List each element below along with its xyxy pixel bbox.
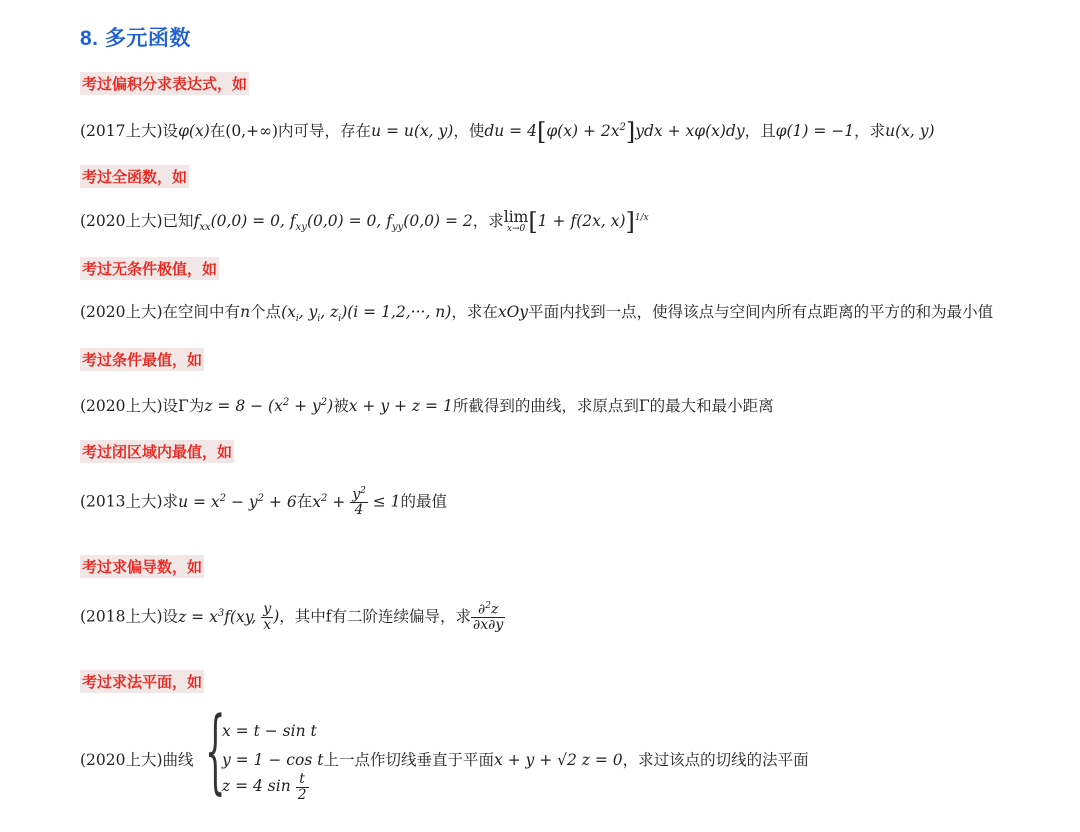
- topic-tag: 考过求法平面，如: [80, 670, 204, 693]
- math-fraction: $\frac{\partial^2z}{\partial x\partial y}$: [473, 601, 504, 634]
- math: φ(x): [178, 122, 210, 140]
- section-title: 8. 多元函数: [80, 27, 191, 50]
- problem-year: (2020上大): [80, 397, 163, 415]
- topic-tag: 考过全函数，如: [80, 165, 189, 188]
- problem-line: (2020上大)在空间中有n个点($x_i$, $y_i$, $z_i)(i = 1,2,\cdot\cdot\cdot$, n)，求在xOy平面内找到一点，使得该点与空间内所有点距离的平方的和为最小值: [80, 303, 994, 325]
- topic-tag: 考过求偏导数，如: [80, 555, 204, 578]
- topic-tag: 考过闭区域内最值，如: [80, 440, 234, 463]
- problem-year: (2013上大): [80, 492, 163, 511]
- problem-line: (2013上大)求$u = x^2 - y^2 + 6$在$x^2$ + $\frac{y^2}{4}$ ≤ 1的最值: [80, 486, 448, 519]
- math: ($x_i$, $y_i$, $z_i)(i = 1,2,\cdot\cdot\cdot$, n): [281, 303, 452, 325]
- system-equation: x = t − sin t: [222, 722, 317, 740]
- math: n: [240, 303, 251, 321]
- math: [1 + f(2x, x)]$^{1/x}$: [528, 208, 649, 236]
- math: $z = x^3f(xy$,: [178, 607, 262, 626]
- math: du = $4[\varphi(x) + 2x^2]ydx + x\varphi(x)dy$: [484, 118, 745, 146]
- math: ≤ 1: [367, 492, 401, 511]
- problem-line: (2020上大)曲线: [80, 751, 194, 769]
- math: x + y + z = 1: [348, 397, 453, 415]
- math: $u = x^2 - y^2 + 6$: [178, 492, 297, 511]
- topic-tag: 考过条件最值，如: [80, 348, 204, 371]
- math: $x^2$ +: [312, 492, 351, 511]
- math: x + y + √2 z = 0: [493, 751, 623, 769]
- math: u(x, y): [885, 122, 935, 140]
- problem-year: (2020上大): [80, 303, 163, 321]
- brace-icon: {: [205, 697, 226, 804]
- math: xOy: [497, 303, 529, 321]
- math: ): [273, 607, 280, 626]
- problem-year: (2020上大): [80, 212, 163, 230]
- math-fraction: $\frac{y^2}{4}$: [352, 486, 366, 519]
- problem-line: (2018上大)设$z = x^3f(xy$, $\frac{y}{x}$ )，其中f有二阶连续偏导，求 $\frac{\partial^2z}{\partial x\partial y}$: [80, 601, 504, 634]
- topic-tag: 考过无条件极值，如: [80, 257, 219, 280]
- math: φ(1) = −1: [775, 122, 855, 140]
- problem-line: (2020上大)已知$f_{xx}(0,0) = 0$, $f_{xy}(0,0) = 0$, $f_{yy}(0,0) = 2$，求lim x→0 [1 + f(2x, x)]$^{1/x}$: [80, 207, 649, 236]
- math: u = u(x, y): [371, 122, 454, 140]
- topic-tag: 考过偏积分求表达式，如: [80, 72, 249, 95]
- math: $z = 8 - (x^2 + y^2)$: [204, 396, 334, 415]
- problem-year: (2017上大): [80, 122, 163, 140]
- math: lim x→0: [503, 207, 529, 235]
- problem-line: (2017上大)设φ(x)在(0,+∞)内可导，存在u = u(x, y)，使du = $4[\varphi(x) + 2x^2]ydx + x\varphi(x)dy$，且φ(1) = −1，求u(x, y): [80, 118, 935, 146]
- problem-year: (2018上大): [80, 607, 163, 626]
- system-equation: z = 4 sin $\frac{t}{2}$: [222, 771, 307, 803]
- problem-line: (2020上大)设Γ为$z = 8 - (x^2 + y^2)$被x + y + z = 1所截得到的曲线，求原点到Γ的最大和最小距离: [80, 396, 774, 415]
- problem-year: (2020上大): [80, 751, 163, 769]
- system-equation: y = 1 − cos t上一点作切线垂直于平面x + y + √2 z = 0，求过该点的切线的法平面: [222, 751, 809, 769]
- math-fraction: $\frac{y}{x}$: [263, 601, 272, 634]
- math: $f_{xx}(0,0) = 0$, $f_{xy}(0,0) = 0$, $f_{yy}(0,0) = 2$: [193, 212, 473, 234]
